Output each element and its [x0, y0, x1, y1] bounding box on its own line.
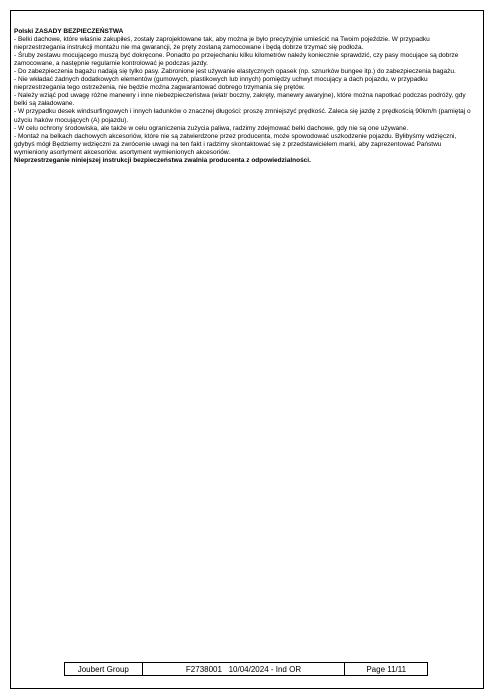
paragraph-6: - W przypadku desek windsurfingowych i innych ładunków o znacznej długości: proszę zmniejszyć prędkość. Zaleca się jazdę z prędkością 90km/h (pamiętaj o użyciu haków mocujących (A) pojazdu). [14, 108, 471, 124]
paragraph-5: - Należy wziąć pod uwagę różne manewry i inne niebezpieczeństwa (wiatr boczny, zakręty, manewry awaryjne), które można napotkać podczas podróży, gdy belki są załadowane. [14, 92, 466, 108]
liability-disclaimer: Nieprzestrzeganie niniejszej instrukcji bezpieczeństwa zwalnia producenta z odpowiedzialności. [14, 156, 311, 164]
paragraph-3: - Do zabezpieczenia bagażu nadają się tylko pasy. Zabronione jest używanie elastycznych opasek (np. sznurków bungee itp.) do zabezpieczenia bagażu. [14, 68, 456, 76]
footer-table [64, 662, 428, 676]
footer-page-number: Page 11/11 [366, 664, 407, 674]
paragraph-4: - Nie wkładać żadnych dodatkowych elementów (gumowych, plastikowych lub innych) pomiędzy uchwyt mocujący a dach pojazdu, w przypadku nieprzestrzegania tego ostrzeżenia, nie będzie można zagwarantować dobrego trzymania się prętów. [14, 76, 428, 92]
paragraph-8: - Montaż na belkach dachowych akcesoriów, które nie są zatwierdzone przez producenta, może spowodować uszkodzenie pojazdu. Byłibyśmy wdzięczni, gdybyś mógł Będziemy wdzięczni za zwrócenie uwagi na ten fakt i radzimy skontaktować się z przedstawicielem marki, aby zaprezentować Państwu wymieniony asortyment akcesoriów. asortyment wymienionych akcesoriów. [14, 132, 457, 156]
language-label: Polski [14, 28, 34, 35]
title-text: ZASADY BEZPIECZEŃSTWA [34, 28, 124, 35]
footer-reference: F2738001 10/04/2024 - Ind OR [143, 663, 346, 675]
paragraph-7: - W celu ochrony środowiska, ale także w celu ograniczenia zużycia paliwa, radzimy zdejmować belki dachowe, gdy nie są one używane. [14, 124, 409, 132]
section-title [14, 28, 476, 36]
footer-company: Joubert Group [65, 663, 143, 675]
paragraph-2: - Śruby zestawu mocującego muszą być dokręcone. Ponadto po przejechaniu kilku kilometrów należy koniecznie sprawdzić, czy pasy mocujące są dobrze zamocowane, a następnie regularnie kontrolować je podczas jazdy. [14, 52, 459, 68]
paragraph-1: - Belki dachowe, które właśnie zakupiłeś, zostały zaprojektowane tak, aby można je było precyzyjnie umieścić na Twoim pojeździe. W przypadku nieprzestrzegania instrukcji montażu nie ma gwarancji, że pręty zostaną zamocowane i będą dobrze trzymać się podłoża. [14, 36, 430, 52]
safety-rules-text [14, 28, 476, 165]
